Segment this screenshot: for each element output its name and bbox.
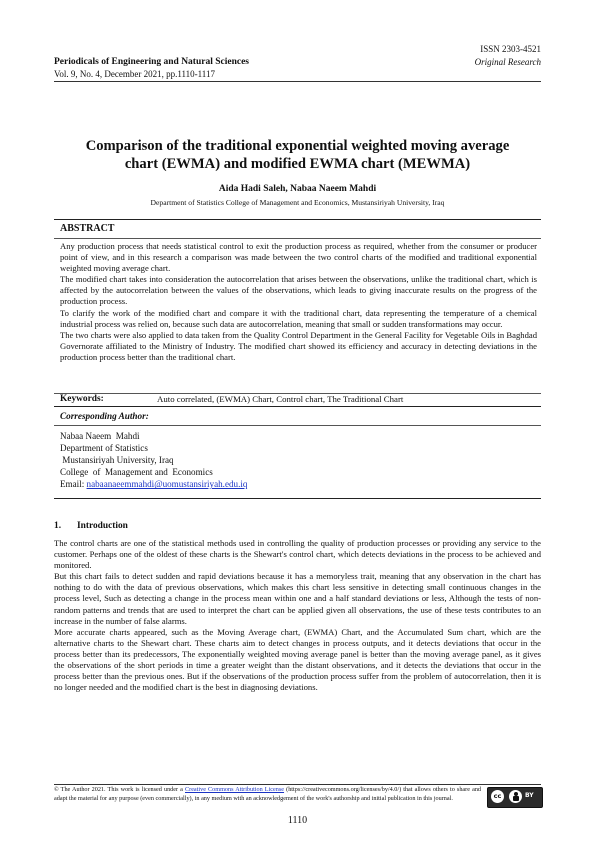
abstract-paragraph: Any production process that needs statistical control to exit the production process as required, whether from the consumer or producer point of view, and in this research a comparison was made between the two control charts of the modified and traditional exponential weighted moving average chart. xyxy=(60,241,537,274)
corresponding-divider xyxy=(54,425,541,426)
cc-icon: cc xyxy=(491,790,504,803)
body-paragraph: But this chart fails to detect sudden and rapid deviations because it has a memoryless trait, meaning that any observation in the chart has nothing to do with the data of previous observations, which makes this chart less sensitive in detecting small continuous changes in the process level, Such as detecting a change in the process mean within one and a half standard deviations or less, Although the tests of non-random patterns and trends that are used to interpret the chart can be applied given all observations, the use of these tests contributes to an increase in the number of false alarms. xyxy=(54,571,541,626)
footer-divider xyxy=(54,784,541,785)
corresponding-university: Mustansiriyah University, Iraq xyxy=(60,455,174,466)
cc-by-badge[interactable] xyxy=(487,787,543,808)
license-suffix: (https://creativecommons.org/licenses/by/4.0/) that allows others to share and adapt the material for any purpose (even commercially), in any medium with an acknowledgement of the work's authorship and initial publication in this journal. xyxy=(54,786,482,802)
journal-name: Periodicals of Engineering and Natural Sciences xyxy=(54,57,250,67)
section-heading xyxy=(54,521,128,531)
corresponding-email-row xyxy=(60,478,247,490)
attribution-icon xyxy=(509,790,522,803)
cc-by-label: BY xyxy=(525,792,534,799)
corresponding-details xyxy=(60,430,247,490)
license-link[interactable]: Creative Commons Attribution License xyxy=(185,786,285,793)
paper-title-line-1: Comparison of the traditional exponential weighted moving average xyxy=(85,138,510,154)
paper-title-line-2: chart (EWMA) and modified EWMA chart (MEWMA) xyxy=(124,156,471,172)
issn: ISSN 2303-4521 xyxy=(480,44,541,54)
license-prefix: © The Author 2021. This work is licensed under a xyxy=(54,786,185,793)
section-body xyxy=(54,538,541,693)
attribution-icon-body xyxy=(513,796,519,801)
abstract-paragraph: To clarify the work of the modified chart and compare it with the traditional chart, data representing the temperature of a chemical industrial process was relied on, because such data are autocorrelation, meaning that small or sudden transformations may occur. xyxy=(60,307,537,329)
authors: Aida Hadi Saleh, Nabaa Naeem Mahdi xyxy=(218,184,377,194)
keywords-label: Keywords: xyxy=(60,394,104,404)
header-divider xyxy=(54,81,541,82)
affiliation: Department of Statistics College of Management and Economics, Mustansiriyah University, Iraq xyxy=(150,198,445,207)
corresponding-department: Department of Statistics xyxy=(60,443,148,454)
email-link[interactable]: nabaanaeemmahdi@uomustansiriyah.edu.iq xyxy=(86,479,248,490)
body-paragraph: More accurate charts appeared, such as the Moving Average chart, (EWMA) Chart, and the Accumulated Sum chart, which are the alternative charts to the Shewart chart. These charts aim to detect changes in process outputs, and it detects deviations that occur in the process better than its predecessors, The exponentially weighted moving average panel is better than the moving average panel, as it gives the observations of the short periods in time a greater weight than the distant observations, and it detects the deviations that occur in the process better than the previous ones. But if the observations of the production process suffer from the problem of autocorrelation, then it is no longer needed and the modified chart is the best in diagnosing deviations. xyxy=(54,626,541,693)
body-paragraph: The control charts are one of the statistical methods used in controlling the quality of production processes or providing any service to the customer. Perhaps one of the oldest of these charts is the Shewart's control chart, which detects deviations in the process to be achieved and monitored. xyxy=(54,538,541,571)
section-title: Introduction xyxy=(77,521,128,531)
volume-info: Vol. 9, No. 4, December 2021, pp.1110-1117 xyxy=(54,69,215,79)
abstract-divider xyxy=(54,238,541,239)
attribution-icon-head xyxy=(514,792,518,796)
keywords-label-text: Keywords xyxy=(60,394,101,404)
section-number: 1. xyxy=(54,521,62,531)
email-label: Email: xyxy=(60,479,87,490)
abstract-paragraph: The two charts were also applied to data taken from the Quality Control Department in the General Facility for Vegetable Oils in Baghdad Governorate affiliated to the Ministry of Industry. The modified chart showed its efficiency and accuracy in detecting deviations in the production process better than the traditional chart. xyxy=(60,329,537,362)
abstract-paragraph: The modified chart takes into consideration the autocorrelation that arises between the observations, unlike the traditional chart, which is affected by the autocorrelation between the values of the observations, which leads to giving inaccurate results on the progress of the production process. xyxy=(60,274,537,307)
corresponding-label: Corresponding Author: xyxy=(60,411,149,421)
corresponding-name: Nabaa Naeem Mahdi xyxy=(60,431,140,441)
page-number: 1110 xyxy=(287,815,308,826)
abstract-label: ABSTRACT xyxy=(60,223,115,234)
keywords-text: Auto correlated, (EWMA) Chart, Control chart, The Traditional Chart xyxy=(157,394,404,404)
article-type: Original Research xyxy=(474,57,541,67)
paper-title xyxy=(54,137,541,173)
license-text xyxy=(54,786,481,803)
abstract-text xyxy=(60,241,537,363)
corresponding-college: College of Management and Economics xyxy=(60,467,213,478)
